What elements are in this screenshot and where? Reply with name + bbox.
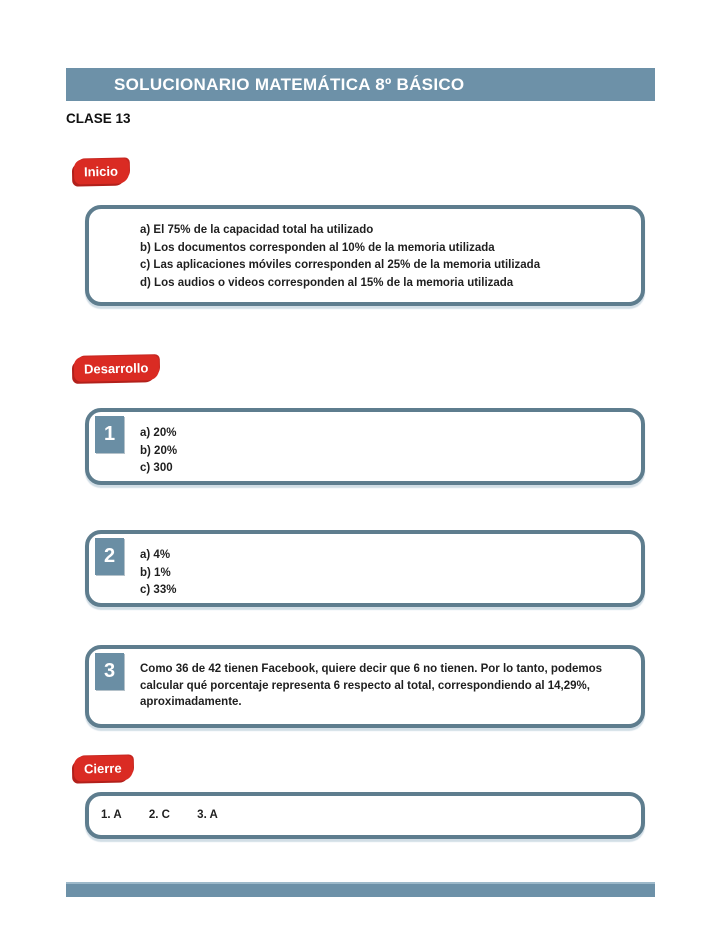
cierre-answer-2: 2. C <box>148 809 170 821</box>
inicio-line-b: b) Los documentos corresponden al 10% de la memoria utilizada <box>140 241 495 254</box>
exercise-3-box <box>85 645 645 728</box>
exercise-1-line-a: a) 20% <box>140 427 177 439</box>
exercise-1-box <box>85 408 645 485</box>
cierre-answer-3: 3. A <box>197 809 218 821</box>
exercise-1-line-b: b) 20% <box>140 444 178 457</box>
inicio-line-c: c) Las aplicaciones móviles corresponden al 25% de la memoria utilizada <box>140 259 541 271</box>
cierre-answer-1: 1. A <box>101 809 122 821</box>
section-badge-inicio: Inicio <box>74 158 129 184</box>
exercise-1-line-c: c) 300 <box>140 462 173 474</box>
exercise-3-number: 3 <box>95 653 124 690</box>
cierre-answer-box <box>85 792 645 839</box>
inicio-line-d: d) Los audios o videos corresponden al 15% de la memoria utilizada <box>140 276 514 289</box>
cierre-answers <box>89 796 641 821</box>
inicio-answer-lines <box>89 209 641 292</box>
exercise-2-number: 2 <box>95 538 124 575</box>
exercise-2-line-a: a) 4% <box>140 549 171 561</box>
section-badge-desarrollo: Desarrollo <box>74 355 160 382</box>
exercise-1-lines <box>89 412 641 478</box>
footer-bar <box>66 882 655 897</box>
exercise-2-lines <box>89 534 641 600</box>
exercise-2-line-c: c) 33% <box>140 584 177 596</box>
page-title: SOLUCIONARIO MATEMÁTICA 8º BÁSICO <box>66 68 655 101</box>
exercise-3-paragraph: Como 36 de 42 tienen Facebook, quiere decir que 6 no tienen. Por lo tanto, podemos calcular qué porcentaje representa 6 respecto al total, correspondiendo al 14,29%, aproximadamente. <box>140 663 603 708</box>
inicio-line-a: a) El 75% de la capacidad total ha utilizado <box>140 224 374 236</box>
inicio-answer-box <box>85 205 645 306</box>
section-badge-cierre: Cierre <box>74 755 133 781</box>
exercise-2-line-b: b) 1% <box>140 566 171 579</box>
clase-label: CLASE 13 <box>66 111 131 126</box>
exercise-1-number: 1 <box>95 416 124 453</box>
exercise-2-box <box>85 530 645 607</box>
